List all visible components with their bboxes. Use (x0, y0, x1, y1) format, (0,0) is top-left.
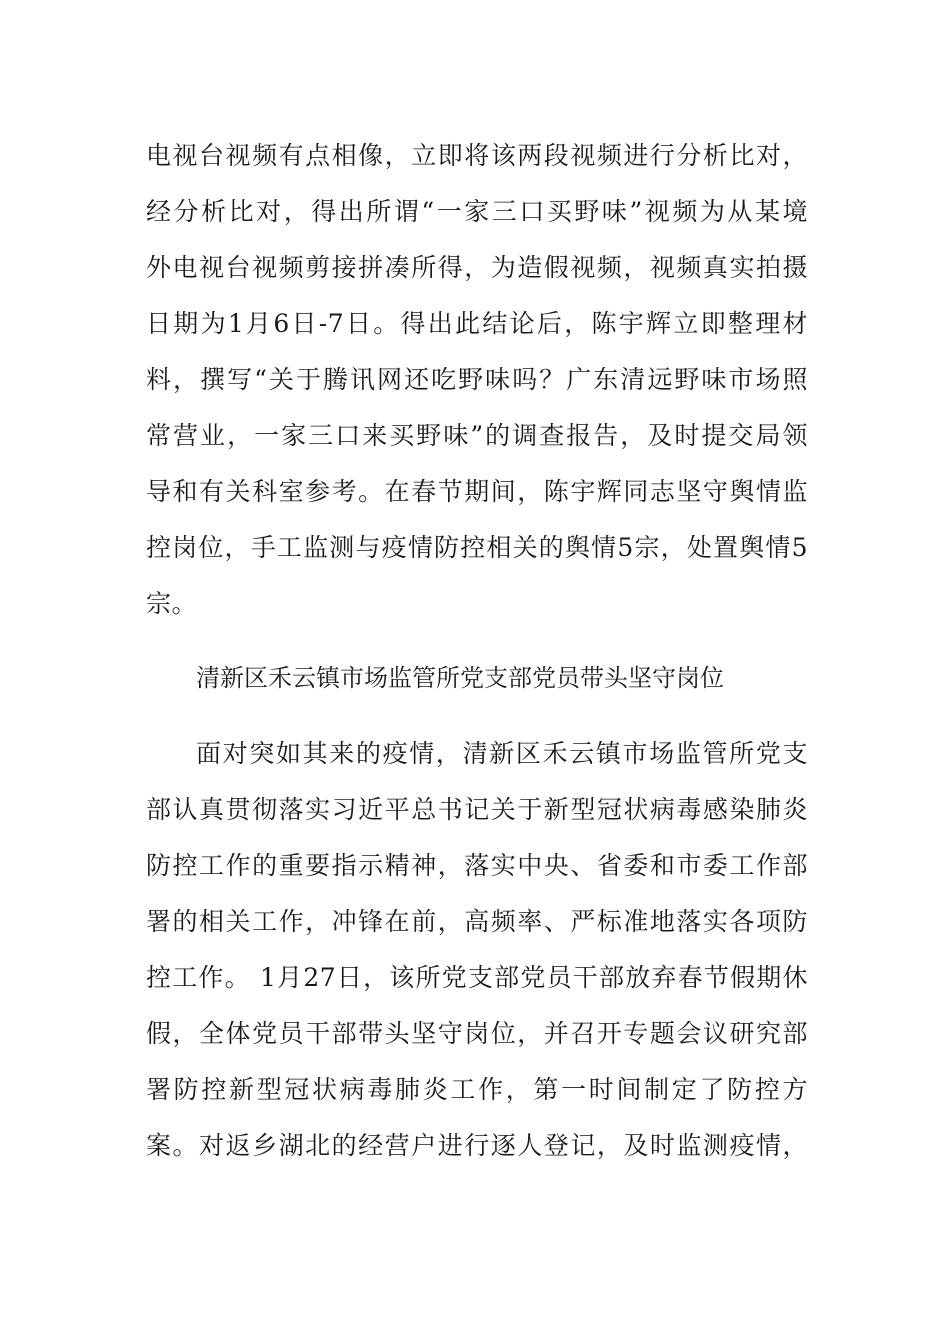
paragraph-line: 防控工作的重要指示精神，落实中央、省委和市委工作部 (146, 851, 808, 880)
paragraph-line: 案。对返乡湖北的经营户进行逐人登记，及时监测疫情， (146, 1131, 808, 1160)
paragraph-line: 外电视台视频剪接拼凑所得，为造假视频，视频真实拍摄 (146, 253, 808, 282)
paragraph-line: 署防控新型冠状病毒肺炎工作，第一时间制定了防控方 (146, 1075, 808, 1104)
paragraph-line: 经分析比对，得出所谓“一家三口买野味”视频为从某境 (146, 197, 808, 226)
paragraph-line: 常营业，一家三口来买野味”的调查报告，及时提交局领 (146, 421, 808, 450)
paragraph-line: 日期为1月6日-7日。得出此结论后，陈宇辉立即整理材 (146, 309, 808, 338)
section-heading: 清新区禾云镇市场监管所党支部党员带头坚守岗位 (196, 664, 724, 692)
paragraph-line: 控工作。 1月27日，该所党支部党员干部放弃春节假期休 (146, 963, 808, 992)
paragraph-line: 面对突如其来的疫情，清新区禾云镇市场监管所党支 (196, 739, 808, 768)
paragraph-line: 宗。 (146, 589, 198, 618)
paragraph-line: 料，撰写“关于腾讯网还吃野味吗？广东清远野味市场照 (146, 365, 808, 394)
paragraph-line: 署的相关工作，冲锋在前，高频率、严标准地落实各项防 (146, 907, 808, 936)
paragraph-line: 导和有关科室参考。在春节期间，陈宇辉同志坚守舆情监 (146, 477, 808, 506)
paragraph-line: 控岗位，手工监测与疫情防控相关的舆情5宗，处置舆情5 (146, 533, 808, 562)
paragraph-line: 电视台视频有点相像，立即将该两段视频进行分析比对， (146, 141, 808, 170)
paragraph-line: 部认真贯彻落实习近平总书记关于新型冠状病毒感染肺炎 (146, 795, 808, 824)
paragraph-line: 假，全体党员干部带头坚守岗位，并召开专题会议研究部 (146, 1019, 808, 1048)
